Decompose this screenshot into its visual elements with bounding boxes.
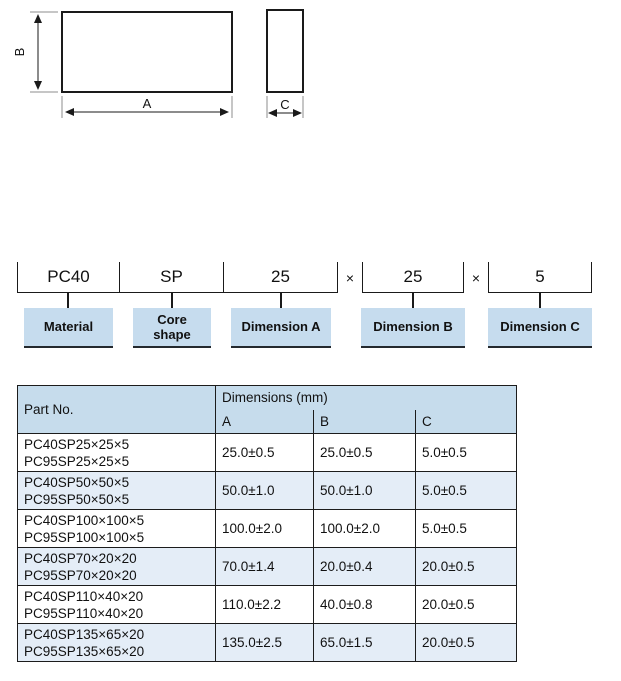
part-code-dimension-c: 5	[488, 262, 592, 293]
part-code-material: PC40	[17, 262, 120, 293]
dim-b-cell: 50.0±1.0	[314, 472, 416, 510]
table-row	[18, 510, 517, 548]
part-no-cell	[18, 586, 216, 624]
table-row	[18, 586, 517, 624]
dim-b-cell: 25.0±0.5	[314, 434, 416, 472]
dim-c-cell: 5.0±0.5	[416, 472, 517, 510]
connector-tick	[280, 293, 282, 308]
label-box-dimension-c: Dimension C	[488, 308, 592, 348]
dim-a-cell: 135.0±2.5	[216, 624, 314, 662]
part-no-cell	[18, 510, 216, 548]
part-no-line: PC40SP110×40×20	[24, 588, 144, 604]
dim-a-cell: 100.0±2.0	[216, 510, 314, 548]
label-box-core-shape: Core shape	[133, 308, 211, 348]
part-no-line: PC95SP110×40×20	[24, 605, 144, 621]
table-row	[18, 434, 517, 472]
dimension-a-label: A	[142, 96, 152, 111]
part-no-line: PC95SP25×25×5	[24, 453, 130, 469]
part-no-cell	[18, 548, 216, 586]
dim-a-cell: 50.0±1.0	[216, 472, 314, 510]
part-no-line: PC40SP25×25×5	[24, 436, 130, 452]
dim-c-cell: 20.0±0.5	[416, 548, 517, 586]
column-header-dimensions: Dimensions (mm)	[216, 386, 517, 410]
dimension-b-arrow	[30, 12, 58, 92]
dim-c-cell: 5.0±0.5	[416, 434, 517, 472]
part-no-line: PC40SP135×65×20	[24, 626, 145, 642]
connector-tick	[171, 293, 173, 308]
part-no-line: PC40SP100×100×5	[24, 512, 145, 528]
multiplication-separator: ×	[471, 269, 481, 286]
connector-tick	[67, 293, 69, 308]
dimensions-table	[17, 385, 517, 662]
label-box-dimension-b: Dimension B	[361, 308, 465, 348]
multiplication-separator: ×	[345, 269, 355, 286]
part-no-cell	[18, 434, 216, 472]
connector-tick	[539, 293, 541, 308]
dim-a-cell: 70.0±1.4	[216, 548, 314, 586]
dim-b-cell: 100.0±2.0	[314, 510, 416, 548]
dim-a-cell: 25.0±0.5	[216, 434, 314, 472]
part-no-line: PC95SP70×20×20	[24, 567, 137, 583]
dimension-b-label: B	[12, 47, 27, 57]
connector-tick	[412, 293, 414, 308]
label-box-material: Material	[24, 308, 113, 348]
table-row	[18, 624, 517, 662]
part-no-line: PC40SP50×50×5	[24, 474, 130, 490]
column-header-a: A	[216, 410, 314, 434]
front-view-rect	[62, 12, 232, 92]
label-box-dimension-a: Dimension A	[231, 308, 331, 348]
part-code-dimension-a: 25	[224, 262, 338, 293]
column-header-b: B	[314, 410, 416, 434]
dim-a-cell: 110.0±2.2	[216, 586, 314, 624]
part-no-line: PC95SP135×65×20	[24, 643, 145, 659]
table-row	[18, 548, 517, 586]
dimension-c-label: C	[280, 97, 290, 112]
dim-b-cell: 20.0±0.4	[314, 548, 416, 586]
part-code-core-shape: SP	[120, 262, 224, 293]
part-no-line: PC95SP100×100×5	[24, 529, 145, 545]
part-no-cell	[18, 624, 216, 662]
dim-c-cell: 20.0±0.5	[416, 586, 517, 624]
column-header-part-no: Part No.	[18, 386, 216, 434]
dim-b-cell: 65.0±1.5	[314, 624, 416, 662]
part-no-line: PC40SP70×20×20	[24, 550, 137, 566]
core-dimension-diagram	[0, 0, 340, 130]
side-view-rect	[267, 10, 303, 92]
dim-c-cell: 5.0±0.5	[416, 510, 517, 548]
part-no-line: PC95SP50×50×5	[24, 491, 130, 507]
table-row	[18, 472, 517, 510]
dim-c-cell: 20.0±0.5	[416, 624, 517, 662]
column-header-c: C	[416, 410, 517, 434]
dim-b-cell: 40.0±0.8	[314, 586, 416, 624]
part-code-dimension-b: 25	[362, 262, 464, 293]
part-no-cell	[18, 472, 216, 510]
